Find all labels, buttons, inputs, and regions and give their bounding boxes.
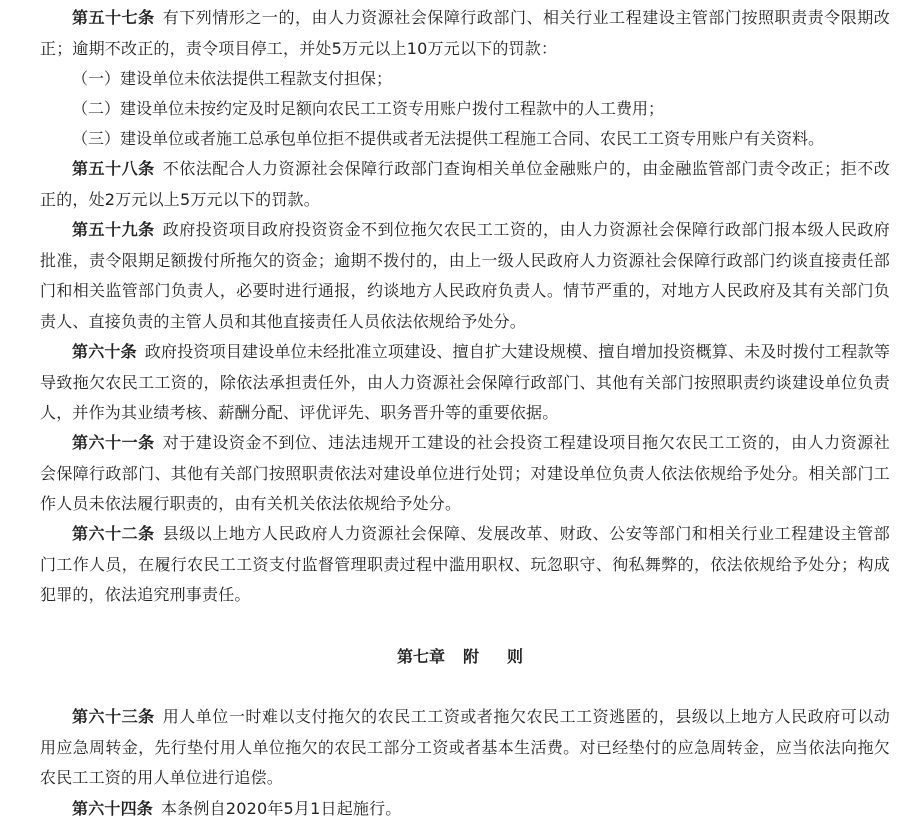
article-57-item-1: （一）建设单位未依法提供工程款支付担保； bbox=[72, 69, 393, 88]
article-text: 对于建设资金不到位、违法违规开工建设的社会投资工程建设项目拖欠农民工工资的，由人力资源社会保障行政部门、其他有关部门按照职责依法对建设单位进行处罚；对建设单位负责人依法依规给予处分。相关部门工作人员未依法履行职责的，由有关机关依法依规给予处分。 bbox=[40, 433, 890, 513]
chapter-number: 第七章 bbox=[396, 647, 445, 666]
article-text: 不依法配合人力资源社会保障行政部门查询相关单位金融账户的，由金融监管部门责令改正；拒不改正的，处2万元以上5万元以下的罚款。 bbox=[40, 159, 890, 209]
article-text: 县级以上地方人民政府人力资源社会保障、发展改革、财政、公安等部门和相关行业工程建设主管部门工作人员，在履行农民工工资支付监督管理职责过程中滥用职权、玩忽职守、徇私舞弊的，依法依规给予处分；构成犯罪的，依法追究刑事责任。 bbox=[40, 524, 890, 604]
article-number: 第六十条 bbox=[72, 342, 137, 361]
article-57-item-2: （二）建设单位未按约定及时足额向农民工工资专用账户拨付工程款中的人工费用； bbox=[72, 99, 665, 118]
article-61 bbox=[40, 428, 890, 520]
chapter-title-part2: 则 bbox=[507, 647, 524, 666]
article-number: 第六十二条 bbox=[72, 524, 155, 543]
article-number: 第六十四条 bbox=[72, 799, 154, 818]
article-number: 第六十一条 bbox=[72, 433, 155, 452]
article-57 bbox=[40, 3, 890, 64]
article-number: 第六十三条 bbox=[72, 707, 155, 726]
article-text: 政府投资项目政府投资资金不到位拖欠农民工工资的，由人力资源社会保障行政部门报本级人民政府批准，责令限期足额拨付所拖欠的资金；逾期不拨付的，由上一级人民政府人力资源社会保障行政部门约谈直接责任部门和相关监管部门负责人，必要时进行通报，约谈地方人民政府负责人。情节严重的，对地方人民政府及其有关部门负责人、直接负责的主管人员和其他直接责任人员依法依规给予处分。 bbox=[40, 220, 890, 331]
article-63 bbox=[40, 702, 890, 794]
article-60 bbox=[40, 337, 890, 429]
chapter-heading bbox=[0, 642, 920, 672]
article-text: 政府投资项目建设单位未经批准立项建设、擅自扩大建设规模、擅自增加投资概算、未及时拨付工程款等导致拖欠农民工工资的，除依法承担责任外，由人力资源社会保障行政部门、其他有关部门按照职责约谈建设单位负责人，并作为其业绩考核、薪酬分配、评优评先、职务晋升等的重要依据。 bbox=[40, 342, 891, 422]
article-number: 第五十八条 bbox=[72, 159, 155, 178]
article-text: 有下列情形之一的，由人力资源社会保障行政部门、相关行业工程建设主管部门按照职责责令限期改正；逾期不改正的，责令项目停工，并处5万元以上10万元以下的罚款： bbox=[40, 8, 890, 58]
article-text: 本条例自2020年5月1日起施行。 bbox=[161, 799, 402, 818]
article-59 bbox=[40, 215, 890, 337]
article-62 bbox=[40, 519, 890, 611]
chapter-title-part1: 附 bbox=[462, 647, 479, 666]
article-number: 第五十九条 bbox=[72, 220, 155, 239]
article-57-item-3: （三）建设单位或者施工总承包单位拒不提供或者无法提供工程施工合同、农民工工资专用账户有关资料。 bbox=[72, 129, 825, 148]
article-64 bbox=[40, 794, 890, 825]
article-text: 用人单位一时难以支付拖欠的农民工工资或者拖欠农民工工资逃匿的，县级以上地方人民政府可以动用应急周转金，先行垫付用人单位拖欠的农民工部分工资或者基本生活费。对已经垫付的应急周转金，应当依法向拖欠农民工工资的用人单位进行追偿。 bbox=[40, 707, 890, 787]
article-58 bbox=[40, 154, 890, 215]
article-number: 第五十七条 bbox=[72, 8, 155, 27]
